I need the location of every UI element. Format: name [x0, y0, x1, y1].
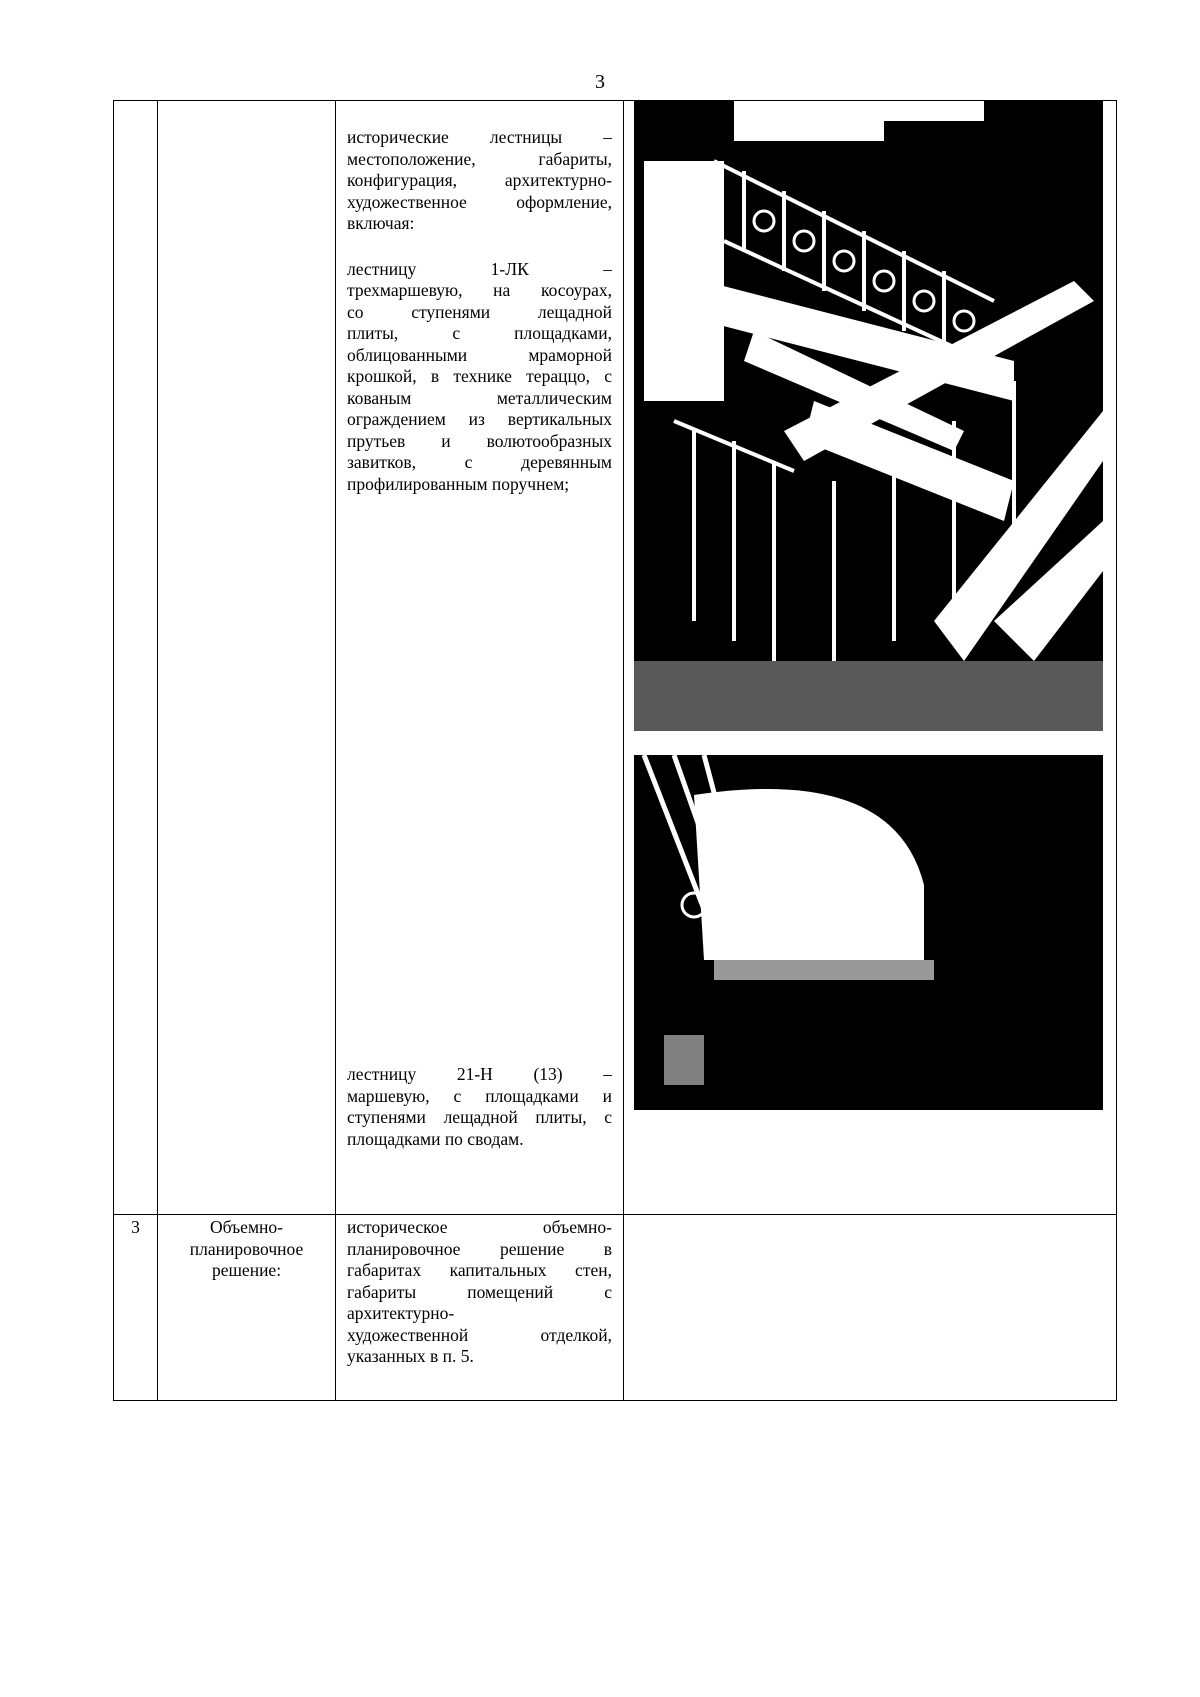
staircase-photo — [634, 101, 1103, 731]
table-row — [114, 1215, 1117, 1401]
page-number: 3 — [595, 71, 605, 93]
description-line: ограждением из вертикальных — [347, 409, 612, 429]
description-line: площадками по сводам. — [347, 1128, 524, 1149]
description-line: лестницу 1-ЛК – — [347, 258, 612, 279]
row-number-cell: 3 — [114, 1215, 158, 1401]
description-line: исторические лестницы – — [347, 127, 612, 147]
protection-subject-table — [113, 100, 1117, 1401]
description-line: историческое объемно- — [347, 1217, 612, 1237]
item-name-line: решение: — [211, 1260, 282, 1280]
description-line: со ступенями лещадной — [347, 301, 612, 322]
description-line: лестницу 21-Н (13) – — [347, 1064, 612, 1084]
description-cell — [336, 101, 624, 1215]
description-line: прутьев и волютообразных — [347, 430, 612, 451]
item-name-cell — [158, 101, 336, 1215]
description-line: ступенями лещадной плиты, с — [347, 1107, 612, 1127]
item-name-line: Объемно- — [210, 1217, 283, 1237]
description-line: конфигурация, архитектурно- — [347, 170, 612, 190]
description-cell — [336, 1215, 624, 1401]
description-line: габаритах капитальных стен, — [347, 1260, 612, 1280]
photo-cell — [624, 101, 1117, 1215]
description-line: завитков, с деревянным — [347, 452, 612, 472]
item-name-line: планировочное — [189, 1238, 304, 1259]
description-line: указанных в п. 5. — [347, 1346, 474, 1366]
description-line: художественное оформление, — [347, 191, 612, 212]
description-line: включая: — [347, 213, 415, 233]
description-line: крошкой, в технике тераццо, с — [347, 366, 612, 386]
row-number-cell — [114, 101, 158, 1215]
photo-cell — [624, 1215, 1117, 1401]
description-line: плиты, с площадками, — [347, 323, 612, 343]
description-line: профилированным поручнем; — [347, 473, 570, 494]
stair-landing-photo — [634, 755, 1103, 1110]
description-line: художественной отделкой, — [347, 1324, 612, 1345]
description-line: планировочное решение в — [347, 1238, 612, 1259]
table-row — [114, 101, 1117, 1215]
description-line: облицованными мраморной — [347, 344, 612, 365]
description-line: трехмаршевую, на косоурах, — [347, 280, 612, 300]
description-line: местоположение, габариты, — [347, 148, 612, 169]
item-name-cell — [158, 1215, 336, 1401]
description-line: кованым металлическим — [347, 387, 612, 408]
description-line: габариты помещений с — [347, 1281, 612, 1302]
description-line: архитектурно- — [347, 1303, 455, 1323]
description-line: маршевую, с площадками и — [347, 1085, 612, 1106]
